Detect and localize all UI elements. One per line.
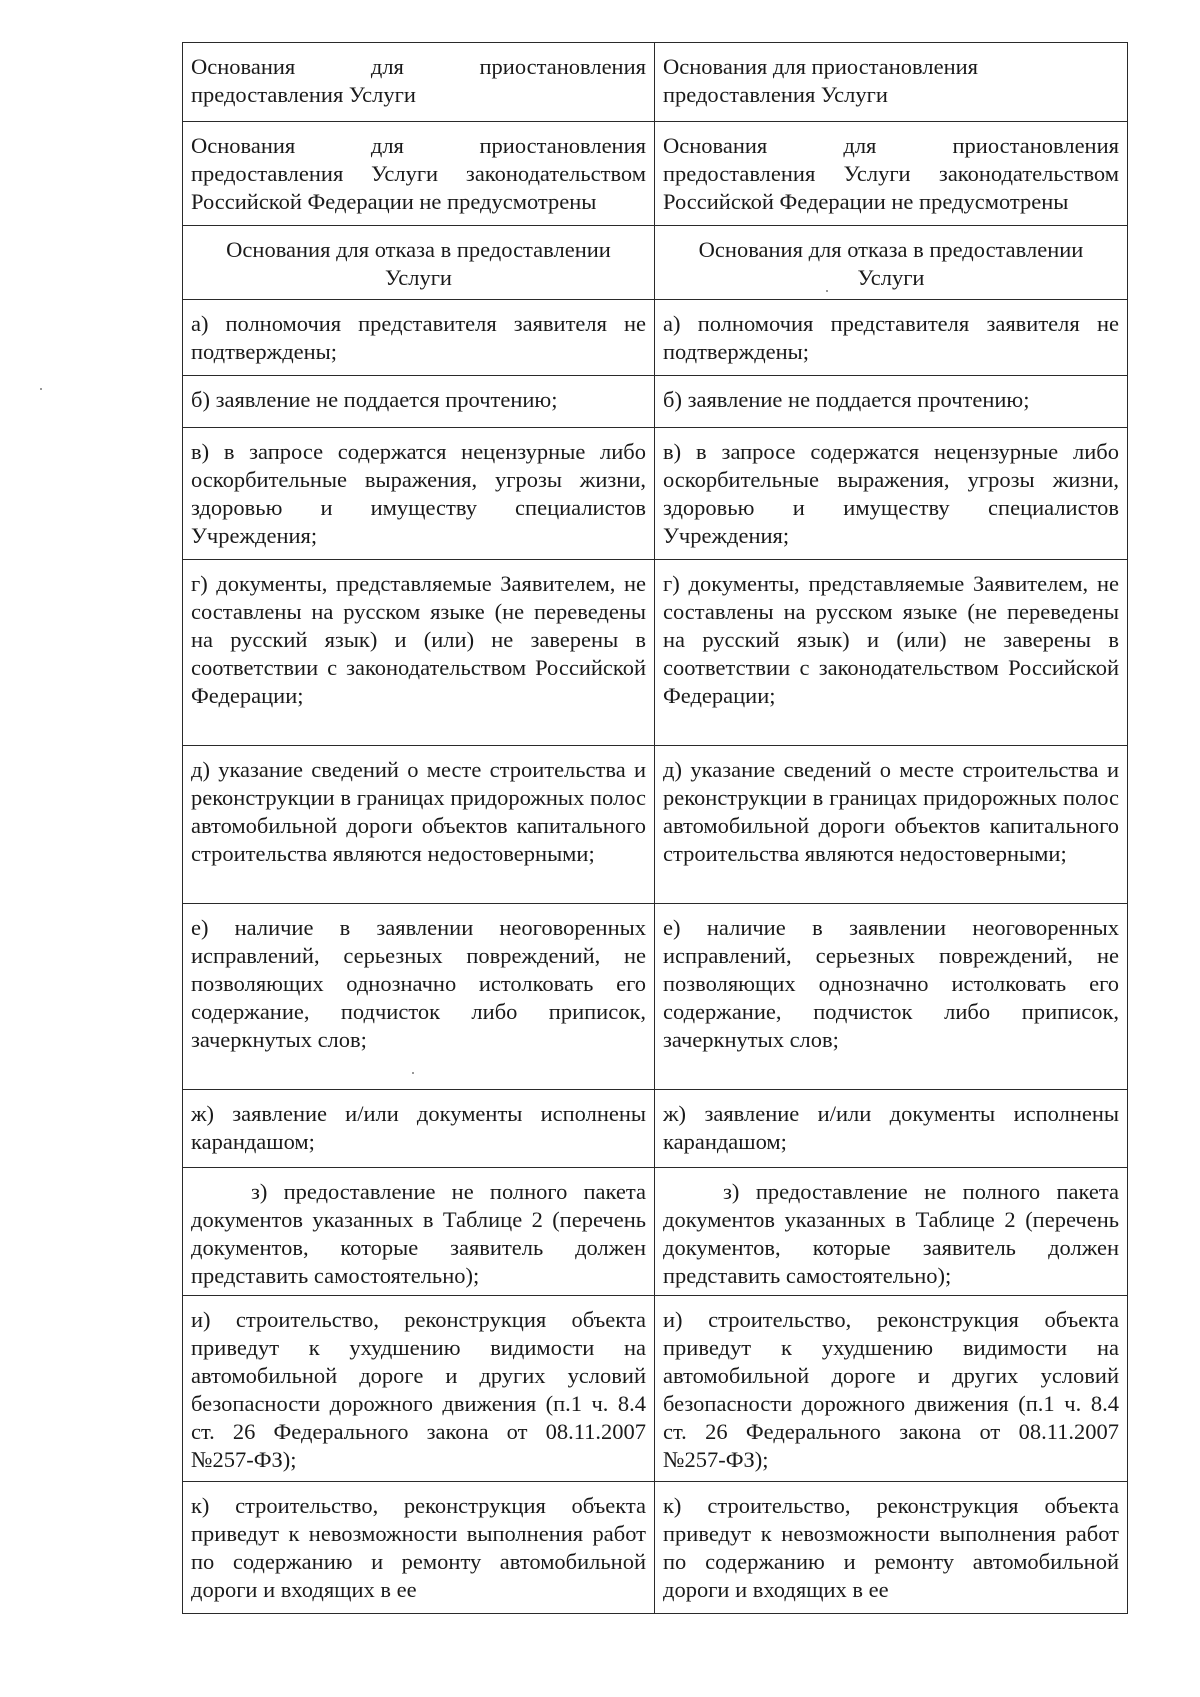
table-cell-left: б) заявление не поддается прочтению; — [183, 376, 655, 427]
table-cell-right: д) указание сведений о месте строительства и реконструкции в границах придорожных полос автомобильной дороги объектов капитального строительства являются недостоверными; — [663, 757, 1119, 866]
table-cell-left: Основания для приостановления предоставления Услуги законодательством Российской Федерации не предусмотрены — [183, 122, 655, 225]
table-row-refusal-header — [183, 225, 1127, 299]
scan-speck — [826, 290, 828, 292]
table-row-suspension-text — [183, 121, 1127, 225]
table-cell-left: е) наличие в заявлении неоговоренных исправлений, серьезных повреждений, не позволяющих однозначно истолковать его содержание, подчисток либо приписок, зачеркнутых слов; — [183, 904, 655, 1089]
table-cell-left: г) документы, представляемые Заявителем, не составлены на русском языке (не переведены на русский язык) и (или) не заверены в соответствии с законодательством Российской Федерации; — [183, 560, 655, 745]
table-cell-right: е) наличие в заявлении неоговоренных исправлений, серьезных повреждений, не позволяющих однозначно истолковать его содержание, подчисток либо приписок, зачеркнутых слов; — [663, 915, 1119, 1052]
table-cell-right: а) полномочия представителя заявителя не подтверждены; — [663, 311, 1119, 364]
table-row-item-a — [183, 299, 1127, 375]
table-row-item-k — [183, 1481, 1127, 1613]
table-cell-left: и) строительство, реконструкция объекта приведут к ухудшению видимости на автомобильной дороге и других условий безопасности дорожного движения (п.1 ч. 8.4 ст. 26 Федерального закона от 08.11.2007 №257-ФЗ); — [183, 1296, 655, 1481]
scan-speck — [40, 388, 42, 390]
table-cell-right: к) строительство, реконструкция объекта приведут к невозможности выполнения работ по содержанию и ремонту автомобильной дороги и входящих в ее — [663, 1493, 1119, 1602]
table-row-item-d — [183, 745, 1127, 903]
table-row-item-v — [183, 427, 1127, 559]
table-cell-left: Основания для приостановления предоставления Услуги — [183, 43, 655, 121]
table-cell-left: ж) заявление и/или документы исполнены карандашом; — [183, 1090, 655, 1167]
table-cell-right: Основания для приостановления предоставления Услуги — [663, 54, 979, 107]
table-cell-left: Основания для отказа в предоставлении Услуги — [183, 226, 655, 299]
table-cell-right: г) документы, представляемые Заявителем, не составлены на русском языке (не переведены на русский язык) и (или) не заверены в соответствии с законодательством Российской Федерации; — [663, 571, 1119, 708]
document-table — [182, 42, 1128, 1614]
table-cell-right: и) строительство, реконструкция объекта приведут к ухудшению видимости на автомобильной дороге и других условий безопасности дорожного движения (п.1 ч. 8.4 ст. 26 Федерального закона от 08.11.2007 №257-ФЗ); — [663, 1307, 1119, 1472]
table-row-item-zh — [183, 1089, 1127, 1167]
table-cell-right: ж) заявление и/или документы исполнены карандашом; — [663, 1101, 1119, 1154]
table-row-item-z — [183, 1167, 1127, 1295]
scan-speck — [412, 1072, 414, 1074]
table-cell-right: з) предоставление не полного пакета документов указанных в Таблице 2 (перечень документов, которые заявитель должен представить самостоятельно); — [663, 1179, 1119, 1288]
table-cell-left: д) указание сведений о месте строительства и реконструкции в границах придорожных полос автомобильной дороги объектов капитального строительства являются недостоверными; — [183, 746, 655, 903]
table-cell-left: з) предоставление не полного пакета документов указанных в Таблице 2 (перечень документов, которые заявитель должен представить самостоятельно); — [183, 1168, 655, 1295]
table-cell-right: б) заявление не поддается прочтению; — [663, 387, 1030, 412]
table-row-item-i — [183, 1295, 1127, 1481]
table-row-item-g — [183, 559, 1127, 745]
table-cell-right: Основания для отказа в предоставлении Услуги — [698, 237, 1084, 290]
table-row-item-e — [183, 903, 1127, 1089]
table-cell-right: в) в запросе содержатся нецензурные либо оскорбительные выражения, угрозы жизни, здоровью и имуществу специалистов Учреждения; — [663, 439, 1119, 548]
table-cell-right: Основания для приостановления предоставления Услуги законодательством Российской Федерации не предусмотрены — [663, 133, 1119, 214]
table-row-item-b — [183, 375, 1127, 427]
table-cell-left: в) в запросе содержатся нецензурные либо оскорбительные выражения, угрозы жизни, здоровью и имуществу специалистов Учреждения; — [183, 428, 655, 559]
table-cell-left: а) полномочия представителя заявителя не подтверждены; — [183, 300, 655, 375]
table-cell-left: к) строительство, реконструкция объекта приведут к невозможности выполнения работ по содержанию и ремонту автомобильной дороги и входящих в ее — [183, 1482, 655, 1613]
table-row-suspension-header — [183, 43, 1127, 121]
